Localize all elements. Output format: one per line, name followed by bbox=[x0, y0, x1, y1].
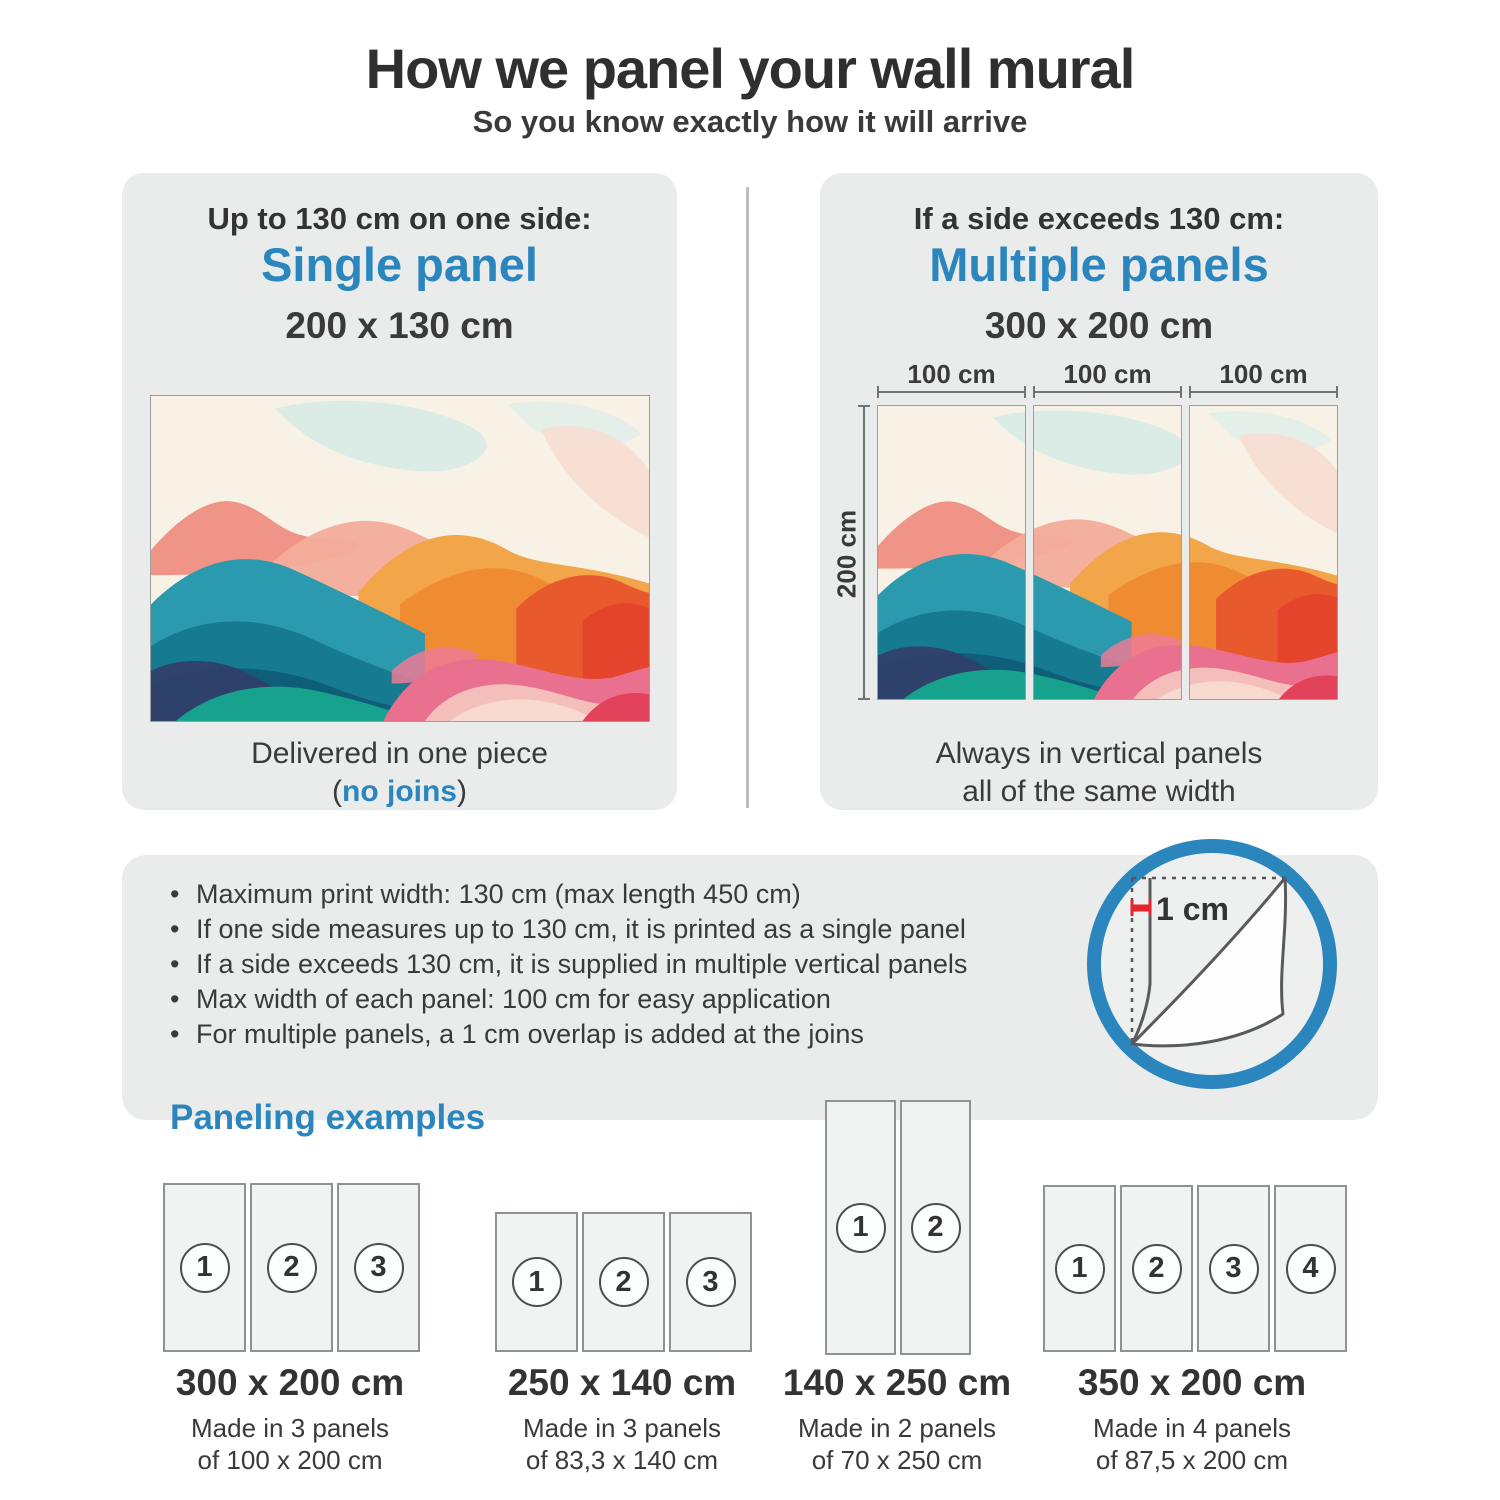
multiple-panels-caption-line2: all of the same width bbox=[962, 775, 1236, 808]
panel bbox=[669, 1212, 752, 1352]
panel bbox=[1043, 1185, 1116, 1352]
example-desc-line1: Made in 2 panels bbox=[797, 1413, 997, 1443]
example-desc-line2: of 87,5 x 200 cm bbox=[1095, 1445, 1289, 1475]
page-curl-illustration bbox=[1082, 834, 1342, 1094]
multiple-panels-card bbox=[820, 173, 1378, 810]
example-desc-line2: of 100 x 200 cm bbox=[197, 1445, 383, 1475]
note-paren-close: ) bbox=[457, 775, 467, 808]
panel-number-badge: 2 bbox=[1132, 1244, 1182, 1294]
multiple-panels-size: 300 x 200 cm bbox=[984, 305, 1214, 346]
panel-number-badge: 1 bbox=[1055, 1244, 1105, 1294]
single-panel-size: 200 x 130 cm bbox=[285, 305, 514, 346]
example-350x200-panels bbox=[1043, 1185, 1347, 1352]
info-bullet-3: • If a side exceeds 130 cm, it is supplied in multiple vertical panels bbox=[168, 947, 1088, 982]
single-panel-note bbox=[122, 773, 677, 811]
width-dimension-label-2: 100 cm bbox=[1063, 359, 1152, 389]
mural-vertical-panel-1 bbox=[877, 405, 1026, 700]
multiple-panels-caption-line1: Always in vertical panels bbox=[935, 737, 1263, 770]
panel-number-badge: 2 bbox=[911, 1203, 961, 1253]
example-desc-line1: Made in 4 panels bbox=[1092, 1413, 1292, 1443]
panel bbox=[900, 1100, 971, 1355]
example-140x250-panels bbox=[825, 1100, 971, 1355]
panel bbox=[582, 1212, 665, 1352]
height-ruler bbox=[863, 405, 865, 700]
multiple-panels-title: Multiple panels bbox=[929, 238, 1269, 291]
example-350x200-caption bbox=[1012, 1362, 1372, 1476]
panel-number-badge: 3 bbox=[686, 1257, 736, 1307]
single-panel-heading: Up to 130 cm on one side: bbox=[207, 201, 592, 236]
panel bbox=[1274, 1185, 1347, 1352]
no-joins-label: no joins bbox=[342, 775, 457, 808]
mural-slice-2 bbox=[1033, 406, 1182, 700]
single-panel-mural-image bbox=[150, 395, 650, 722]
multiple-panels-heading: If a side exceeds 130 cm: bbox=[913, 201, 1285, 236]
overlap-page-curl-icon bbox=[1082, 834, 1342, 1094]
mural-vertical-panel-3 bbox=[1189, 405, 1338, 700]
example-300x200 bbox=[163, 1183, 420, 1352]
width-ruler-3 bbox=[1189, 391, 1338, 393]
panel bbox=[163, 1183, 246, 1352]
width-ruler-2 bbox=[1033, 391, 1182, 393]
single-panel-title: Single panel bbox=[261, 238, 538, 291]
width-ruler-1 bbox=[877, 391, 1026, 393]
info-bullet-list bbox=[168, 877, 1088, 1052]
panel-number-badge: 3 bbox=[1209, 1244, 1259, 1294]
panel bbox=[825, 1100, 896, 1355]
width-dimension-label-3: 100 cm bbox=[1219, 359, 1308, 389]
panel-number-badge: 2 bbox=[599, 1257, 649, 1307]
example-size: 350 x 200 cm bbox=[1077, 1362, 1307, 1403]
example-140x250 bbox=[825, 1100, 971, 1355]
mural-watercolor-image bbox=[151, 396, 649, 721]
page-subtitle: So you know exactly how it will arrive bbox=[472, 104, 1028, 139]
paneling-examples-heading: Paneling examples bbox=[170, 1098, 486, 1137]
example-300x200-caption bbox=[110, 1362, 470, 1476]
height-dimension-label: 200 cm bbox=[831, 509, 862, 599]
example-size: 250 x 140 cm bbox=[507, 1362, 737, 1403]
example-desc-line2: of 70 x 250 cm bbox=[811, 1445, 983, 1475]
note-paren-open: ( bbox=[332, 775, 342, 808]
cards-divider bbox=[746, 187, 749, 808]
info-bullet-1: • Maximum print width: 130 cm (max length 450 cm) bbox=[168, 877, 1088, 912]
panel bbox=[250, 1183, 333, 1352]
panel-number-badge: 1 bbox=[512, 1257, 562, 1307]
panel bbox=[1197, 1185, 1270, 1352]
panel bbox=[495, 1212, 578, 1352]
example-300x200-panels bbox=[163, 1183, 420, 1352]
example-250x140-panels bbox=[495, 1212, 752, 1352]
panel-number-badge: 3 bbox=[354, 1243, 404, 1293]
info-bullet-4: • Max width of each panel: 100 cm for easy application bbox=[168, 982, 1088, 1017]
single-panel-caption: Delivered in one piece bbox=[251, 737, 548, 770]
panel-number-badge: 1 bbox=[180, 1243, 230, 1293]
example-desc-line1: Made in 3 panels bbox=[190, 1413, 390, 1443]
multiple-panels-diagram bbox=[831, 359, 1338, 700]
single-panel-card bbox=[122, 173, 677, 810]
mural-vertical-panel-2 bbox=[1033, 405, 1182, 700]
panel bbox=[1120, 1185, 1193, 1352]
example-desc-line2: of 83,3 x 140 cm bbox=[525, 1445, 719, 1475]
mural-slice-1 bbox=[878, 406, 1026, 700]
example-250x140 bbox=[495, 1212, 752, 1352]
panel bbox=[337, 1183, 420, 1352]
example-size: 300 x 200 cm bbox=[175, 1362, 405, 1403]
panel-number-badge: 2 bbox=[267, 1243, 317, 1293]
panel-number-badge: 1 bbox=[836, 1203, 886, 1253]
info-bullet-2: • If one side measures up to 130 cm, it is printed as a single panel bbox=[168, 912, 1088, 947]
example-desc-line1: Made in 3 panels bbox=[522, 1413, 722, 1443]
example-350x200 bbox=[1043, 1185, 1347, 1352]
overlap-size-label: 1 cm bbox=[1156, 891, 1229, 927]
page-title: How we panel your wall mural bbox=[365, 37, 1135, 100]
info-bullet-5: • For multiple panels, a 1 cm overlap is added at the joins bbox=[168, 1017, 1088, 1052]
example-size: 140 x 250 cm bbox=[782, 1362, 1012, 1403]
width-dimension-label-1: 100 cm bbox=[907, 359, 996, 389]
panel-number-badge: 4 bbox=[1286, 1244, 1336, 1294]
mural-slice-3 bbox=[1189, 406, 1338, 700]
